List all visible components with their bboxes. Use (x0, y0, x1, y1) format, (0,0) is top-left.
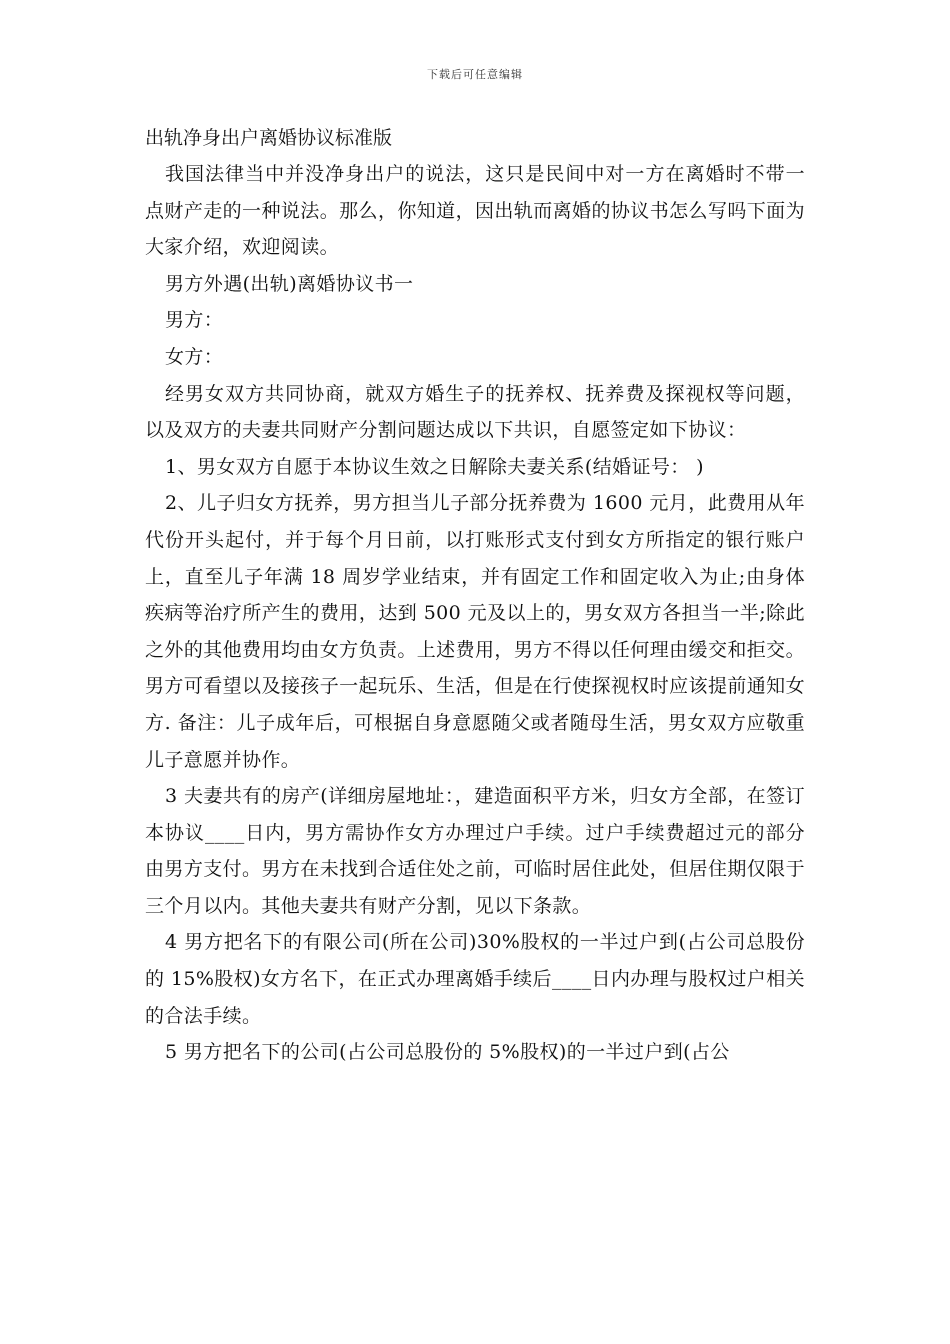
document-title: 出轨净身出户离婚协议标准版 (145, 127, 393, 149)
party-female-line: 女方： (165, 345, 224, 368)
party-male-line: 男方： (165, 309, 224, 332)
clause-4: 4 男方把名下的有限公司(所在公司)30%股权的一半过户到(占公司总股份的 15%股权)女方名下，在正式办理离婚手续后____日内办理与股权过户相关的合法手续。 (145, 931, 805, 1027)
agreement-heading: 男方外遇(出轨)离婚协议书一 (165, 272, 414, 295)
document-body (145, 120, 805, 1071)
intro-paragraph: 我国法律当中并没净身出户的说法，这只是民间中对一方在离婚时不带一点财产走的一种说法。那么，你知道，因出轨而离婚的协议书怎么写吗下面为大家介绍，欢迎阅读。 (145, 163, 805, 259)
clause-3: 3 夫妻共有的房产(详细房屋地址：，建造面积平方米，归女方全部，在签订本协议____日内，男方需协作女方办理过户手续。过户手续费超过元的部分由男方支付。男方在未找到合适住处之前，可临时居住此处，但居住期仅限于三个月以内。其他夫妻共有财产分割，见以下条款。 (145, 785, 805, 917)
clause-5: 5 男方把名下的公司(占公司总股份的 5%股权)的一半过户到(占公 (165, 1041, 730, 1064)
clause-1: 1、男女双方自愿于本协议生效之日解除夫妻关系(结婚证号： ) (165, 455, 704, 478)
clause-2: 2、儿子归女方抚养，男方担当儿子部分抚养费为 1600 元月，此费用从年代份开头起付，并于每个月日前，以打账形式支付到女方所指定的银行账户上，直至儿子年满 18 周岁学业结束，并有固定工作和固定收入为止;由身体疾病等治疗所产生的费用，达到 500 元及以上的，男女双方各担当一半;除此之外的其他费用均由女方负责。上述费用，男方不得以任何理由缓交和拒交。男方可看望以及接孩子一起玩乐、生活，但是在行使探视权时应该提前通知女方. 备注：儿子成年后，可根据自身意愿随父或者随母生活，男女双方应敬重儿子意愿并协作。 (145, 492, 805, 771)
page-header-note: 下载后可任意编辑 (427, 68, 523, 81)
consensus-paragraph: 经男女双方共同协商，就双方婚生子的抚养权、抚养费及探视权等问题，以及双方的夫妻共同财产分割问题达成以下共识，自愿签定如下协议： (145, 382, 805, 442)
